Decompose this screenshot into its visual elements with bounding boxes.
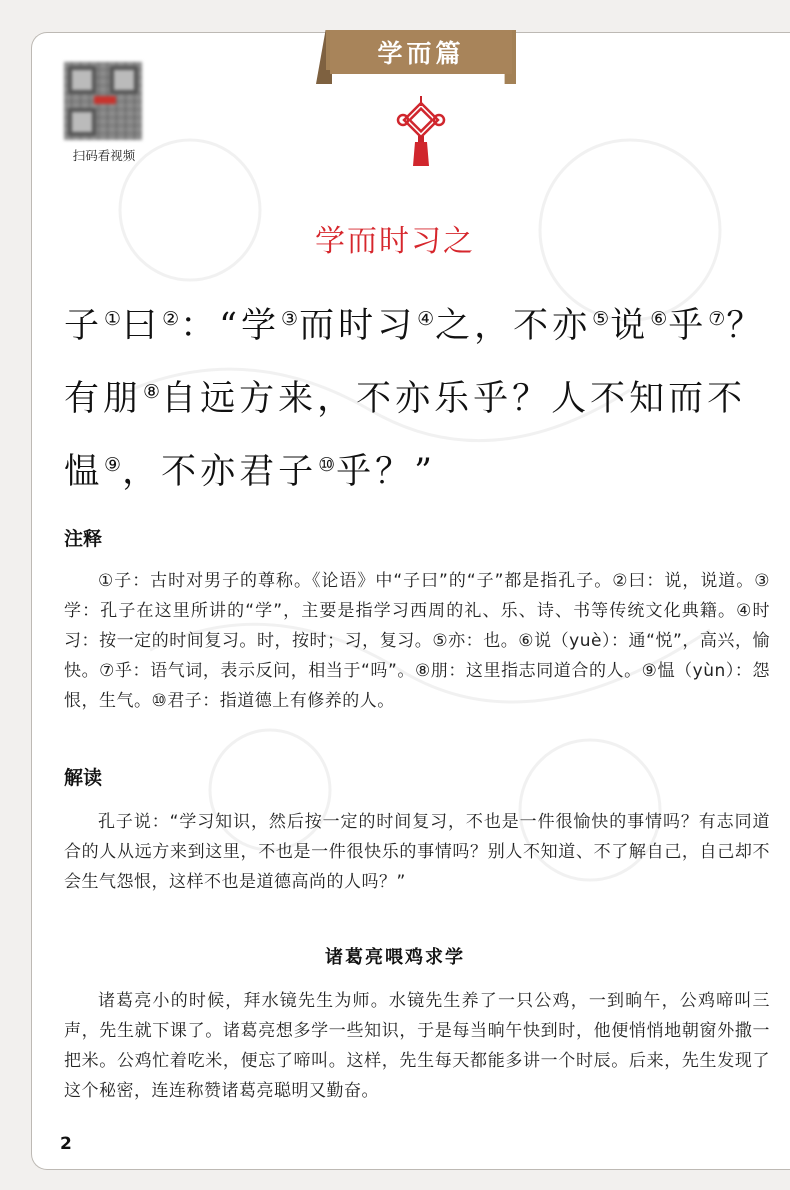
classic-text: 子①曰②：“学③而时习④之，不亦⑤说⑥乎⑦？有朋⑧自远方来，不亦乐乎？人不知而不愠⑨，不亦君子⑩乎？” xyxy=(64,306,766,492)
story-title: 诸葛亮喂鸡求学 xyxy=(325,947,465,968)
footnote-ref: ① xyxy=(104,308,122,330)
footnote-ref: ④ xyxy=(417,308,435,330)
page-number: 2 xyxy=(60,1134,72,1154)
footnote-ref: ⑥ xyxy=(650,308,668,330)
footnote-ref: ⑦ xyxy=(708,308,726,330)
footnote-ref: ③ xyxy=(281,308,299,330)
lesson-title: 学而时习之 xyxy=(315,224,475,259)
interpretation-heading: 解读 xyxy=(64,767,103,789)
notes-text: ①子：古时对男子的尊称。《论语》中“子曰”的“子”都是指孔子。②曰：说，说道。③学：孔子在这里所讲的“学”，主要是指学习西周的礼、乐、诗、书等传统文化典籍。④时习：按一定的时间复习。时，按时；习，复习。⑤亦：也。⑥说（yuè）：通“悦”，高兴，愉快。⑦乎：语气词，表示反问，相当于“吗”。⑧朋：这里指志同道合的人。⑨愠（yùn）：怨恨，生气。⑩君子：指道德上有修养的人。 xyxy=(64,571,770,711)
footnote-ref: ⑨ xyxy=(104,454,122,476)
qr-label: 扫码看视频 xyxy=(72,148,136,163)
footnote-ref: ⑩ xyxy=(318,454,336,476)
footnote-ref: ② xyxy=(162,308,180,330)
story-text: 诸葛亮小的时候，拜水镜先生为师。水镜先生养了一只公鸡，一到晌午，公鸡啼叫三声，先生就下课了。诸葛亮想多学一些知识，于是每当晌午快到时，他便悄悄地朝窗外撒一把米。公鸡忙着吃米，便忘了啼叫。这样，先生每天都能多讲一个时辰。后来，先生发现了这个秘密，连连称赞诸葛亮聪明又勤奋。 xyxy=(64,991,770,1101)
qr-code-icon[interactable] xyxy=(64,62,142,140)
notes-heading: 注释 xyxy=(64,528,103,550)
footnote-ref: ⑤ xyxy=(592,308,610,330)
chapter-banner: 学而篇 xyxy=(330,30,512,74)
footnote-ref: ⑧ xyxy=(143,381,161,403)
chinese-knot-icon xyxy=(396,96,446,168)
interpretation-text: 孔子说：“学习知识，然后按一定的时间复习，不也是一件很愉快的事情吗？有志同道合的人从远方来到这里，不也是一件很快乐的事情吗？别人不知道、不了解自己，自己却不会生气怨恨，这样不也是道德高尚的人吗？” xyxy=(64,812,770,892)
